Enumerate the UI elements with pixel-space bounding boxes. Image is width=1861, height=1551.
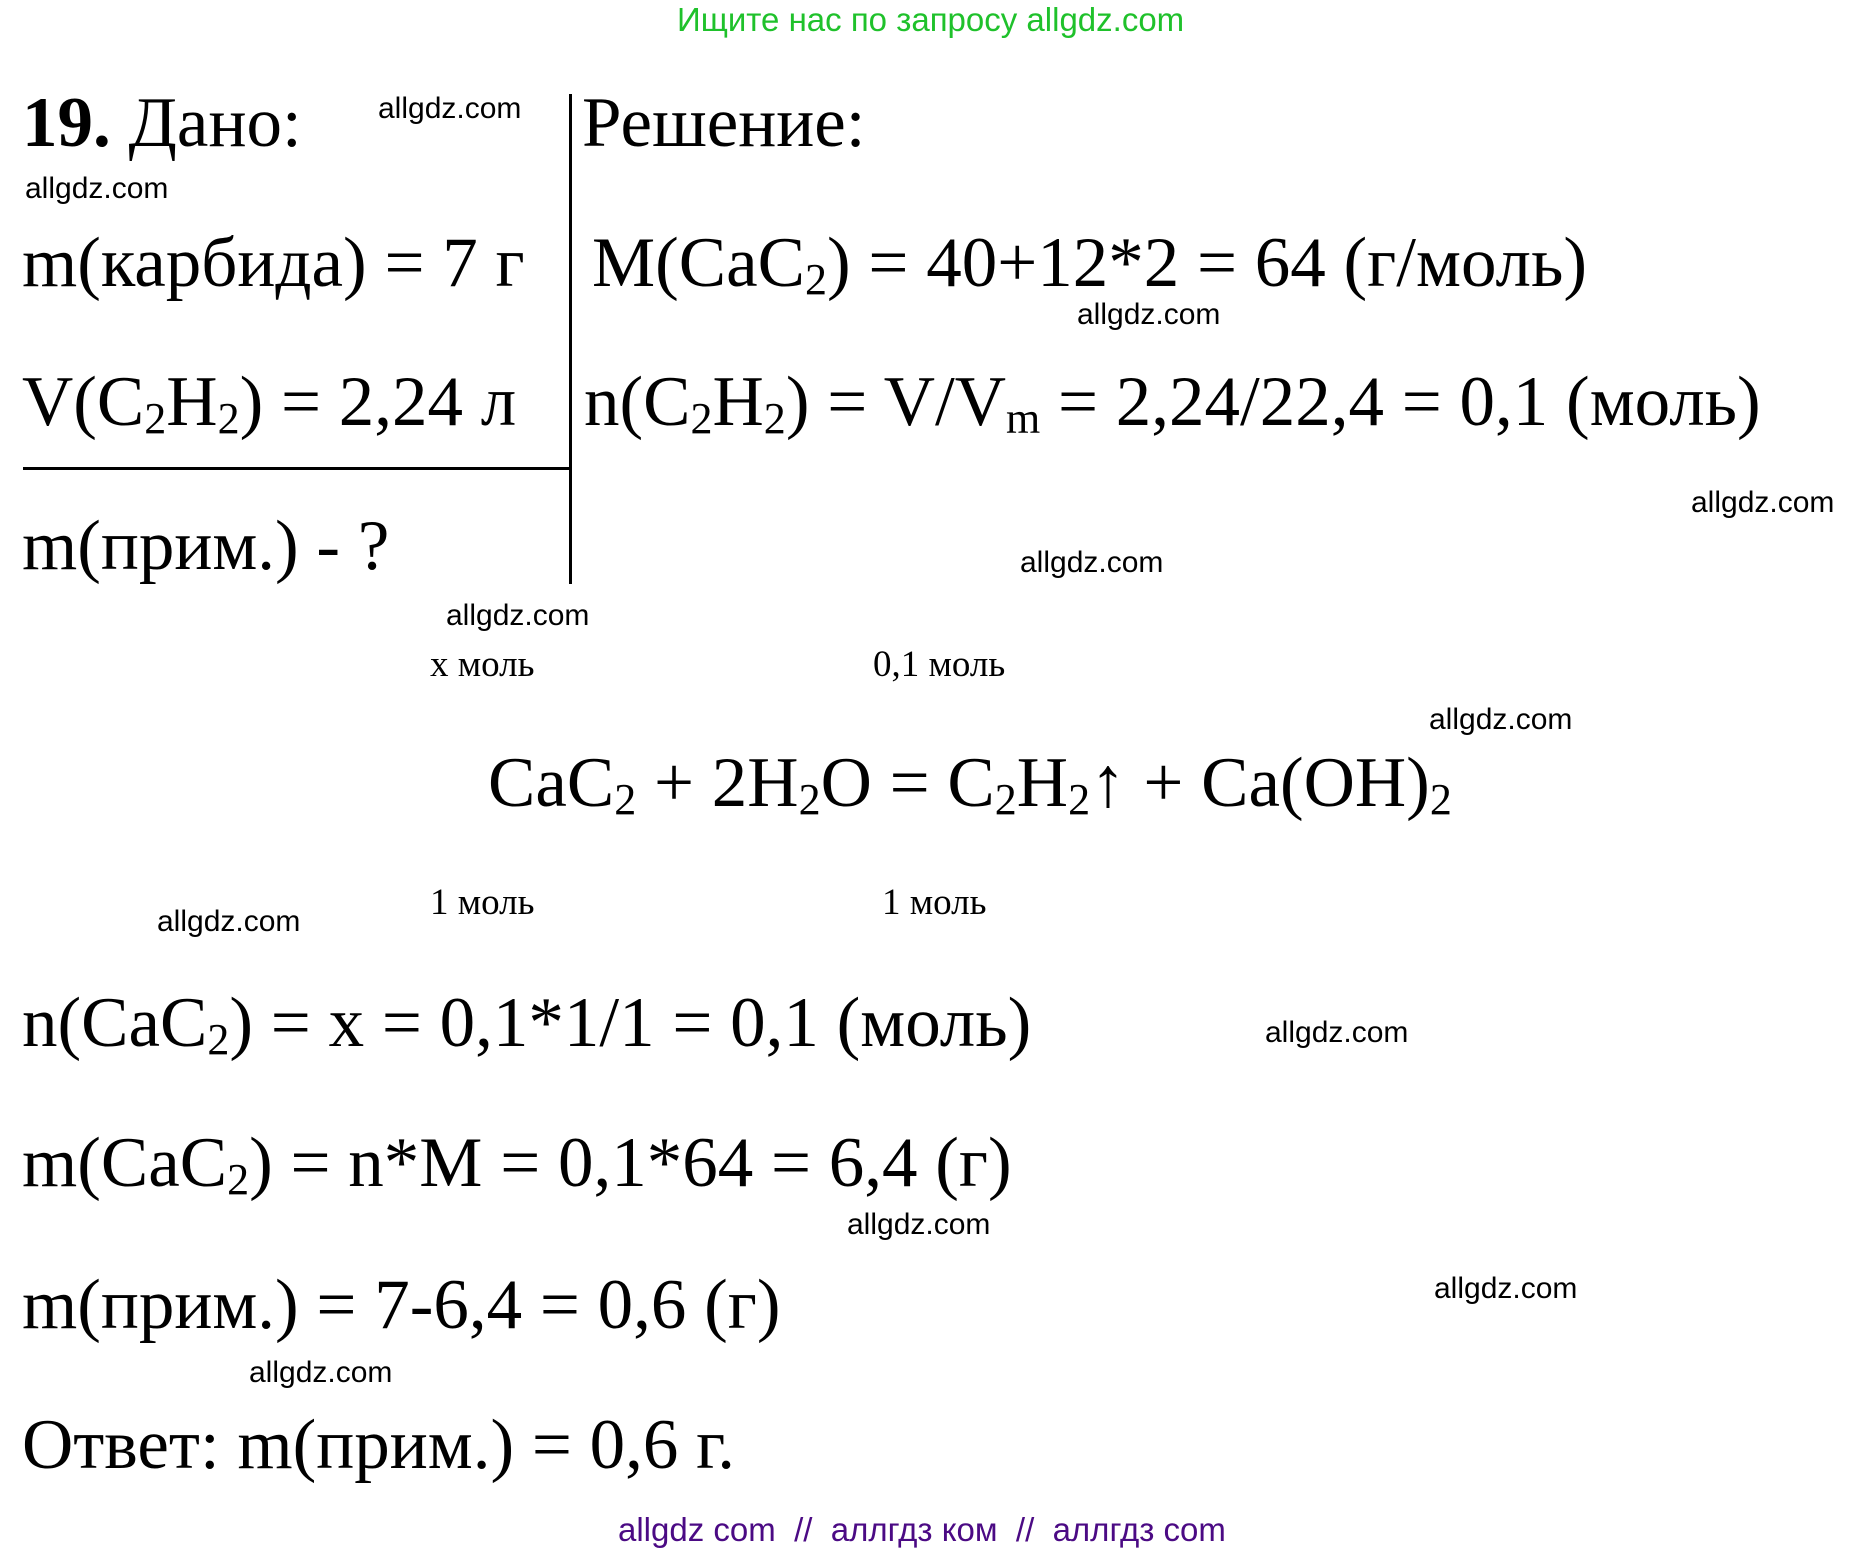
problem-header [22,84,302,162]
eq-above-right: 0,1 моль [873,644,1006,685]
bottom-banner: allgdz com // аллгдз ком // аллгдз com [618,1511,1226,1548]
watermark: allgdz.com [1265,1016,1409,1049]
watermark: allgdz.com [157,905,301,938]
step-impurity-mass: m(прим.) = 7-6,4 = 0,6 (г) [22,1266,781,1344]
given-divider-horizontal [23,467,569,470]
step-mass-cac2: m(CaC$_2$) = n*M = 0,1*64 = 6,4 (г) [22,1124,1012,1204]
answer: Ответ: m(прим.) = 0,6 г. [22,1406,736,1484]
given-label: Дано: [128,84,302,162]
watermark: allgdz.com [1077,298,1221,331]
watermark: allgdz.com [1691,486,1835,519]
moles-acetylene: $n(C_2H_2) = V/V_m = 2,24/22,4 = 0,1$ (моль) [584,363,1761,443]
molar-mass-cac2: M(CaC$_2$) = 40+12*2 = 64 (г/моль) [592,224,1587,304]
top-banner: Ищите нас по запросу allgdz.com [677,1,1185,38]
watermark: allgdz.com [446,599,590,632]
reaction-equation: $CaC_2 + 2H_2O$ = $C_2H_2↑ + Ca(OH)_2$ [488,744,1452,824]
watermark: allgdz.com [1020,546,1164,579]
watermark: allgdz.com [249,1356,393,1389]
given-divider-vertical [569,94,572,584]
solution-label: Решение: [582,84,866,162]
eq-below-left: 1 моль [430,882,535,923]
given-mass-carbide: m(карбида) = 7 г [22,224,525,302]
eq-below-right: 1 моль [882,882,987,923]
step-moles-cac2: n(CaC$_2$) = x = 0,1*1/1 = 0,1 (моль) [22,984,1032,1064]
watermark: allgdz.com [25,172,169,205]
watermark: allgdz.com [847,1208,991,1241]
watermark: allgdz.com [378,92,522,125]
given-volume-acetylene: $V(C_2H_2) = 2,24$ л [22,363,517,443]
find-impurity-mass: m(прим.) - ? [22,507,390,585]
watermark: allgdz.com [1434,1272,1578,1305]
problem-number: 19. [22,84,111,162]
eq-above-left: x моль [430,644,535,685]
watermark: allgdz.com [1429,703,1573,736]
